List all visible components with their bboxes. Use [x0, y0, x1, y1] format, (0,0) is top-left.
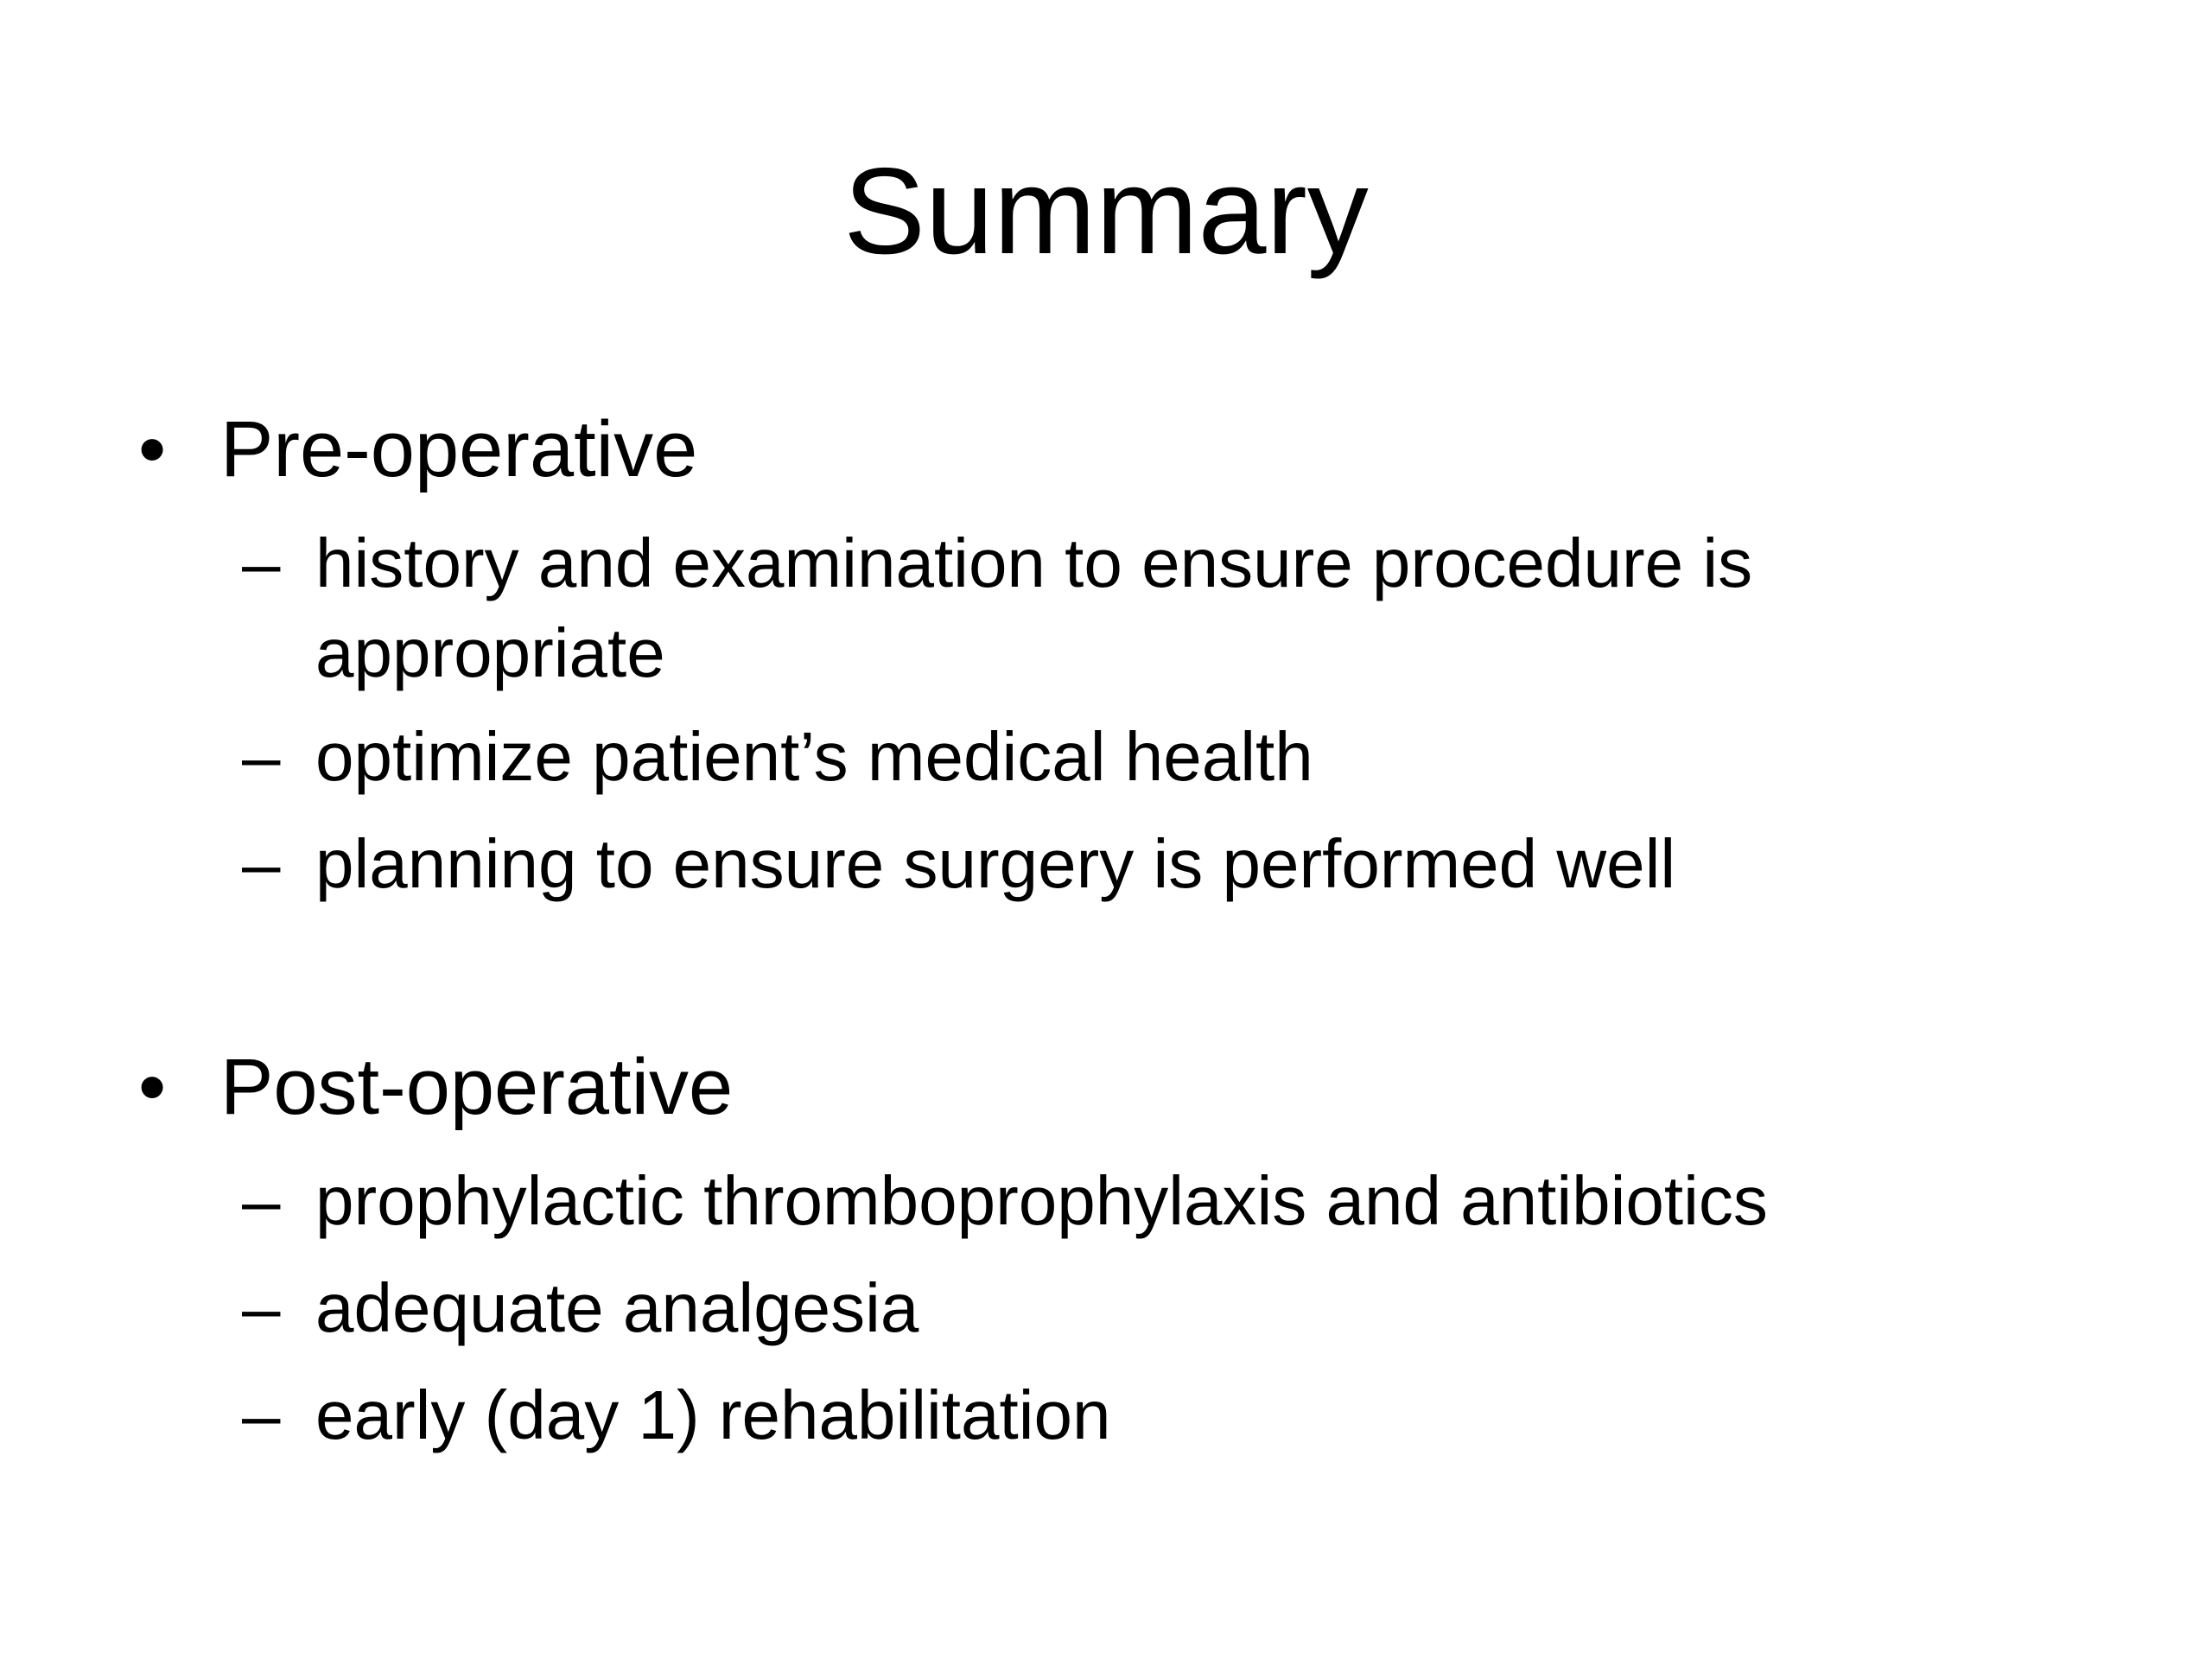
sub-item-text: planning to ensure surgery is performed well	[315, 825, 1676, 902]
bullet-dot-icon: •	[138, 405, 167, 493]
dash-icon: –	[242, 524, 281, 601]
sub-item-text: optimize patient’s medical health	[315, 718, 1313, 795]
dash-icon: –	[242, 825, 281, 902]
bullet-heading: Pre-operative	[220, 405, 698, 493]
bullet-heading: Post-operative	[220, 1043, 734, 1131]
dash-icon: –	[242, 1162, 281, 1239]
sub-item-text: prophylactic thromboprophylaxis and antibiotics	[315, 1162, 1768, 1239]
sub-item-text: early (day 1) rehabilitation	[315, 1376, 1111, 1453]
dash-icon: –	[242, 1269, 281, 1346]
sub-item-text: history and examination to ensure procedure is appropriate	[315, 524, 1753, 691]
slide-title: Summary	[843, 143, 1369, 280]
dash-icon: –	[242, 1376, 281, 1453]
dash-icon: –	[242, 718, 281, 795]
bullet-dot-icon: •	[138, 1043, 167, 1131]
sub-item-text: adequate analgesia	[315, 1269, 919, 1346]
